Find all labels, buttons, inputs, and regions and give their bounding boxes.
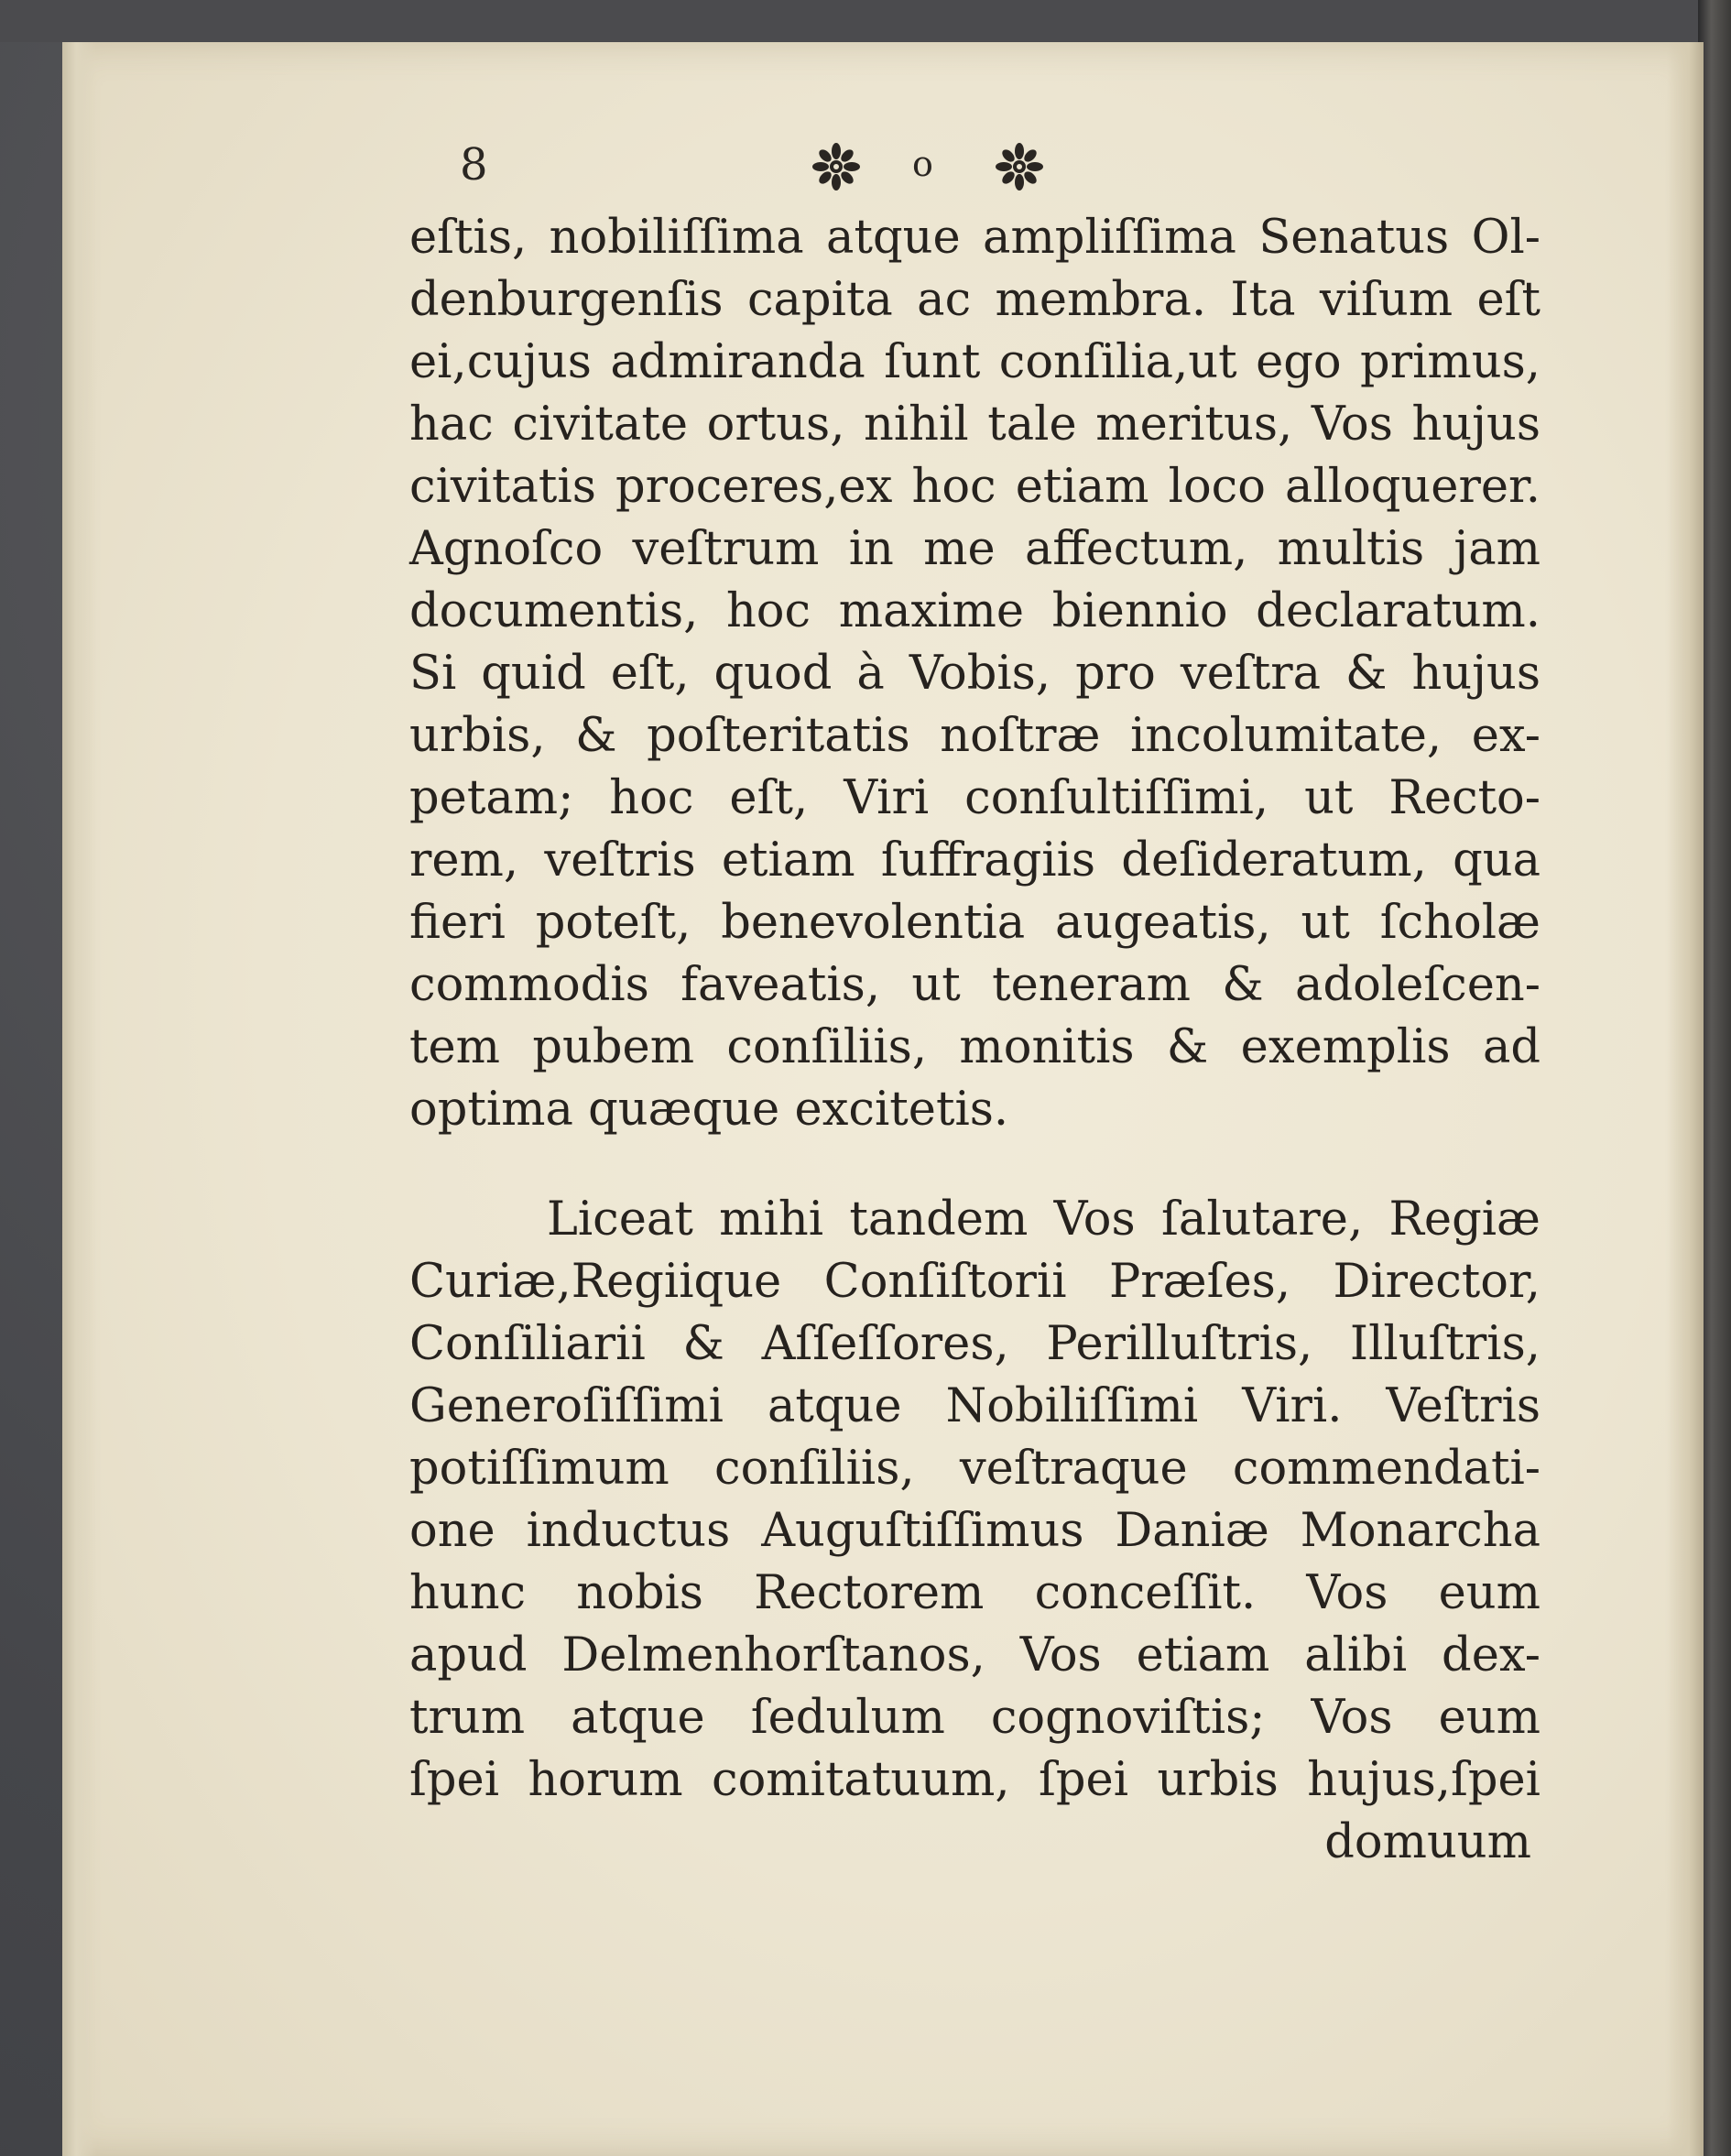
text-line: commodis faveatis, ut teneram & adoleſcen- (409, 958, 1540, 1012)
text-line: Generoſiſſimi atque Nobiliſſimi Viri. Veſtris (409, 1379, 1540, 1433)
top-edge (0, 0, 1731, 42)
text-line: eſtis, nobiliſſima atque ampliſſima Senatus Ol- (409, 211, 1540, 265)
paragraph-gap (409, 1141, 1540, 1189)
page-header (403, 137, 1154, 201)
text-line: trum atque ſedulum cognoviſtis; Vos eum (409, 1691, 1540, 1745)
text-line: optima quæque excitetis. (409, 1083, 1009, 1137)
page-left-edge (62, 42, 97, 2156)
text-line: Curiæ,Regiique Conſiſtorii Præſes, Director, (409, 1255, 1540, 1309)
text-line: apud Delmenhorſtanos, Vos etiam alibi dex- (409, 1628, 1540, 1682)
text-line: urbis, & poſteritatis noſtræ incolumitate, ex- (409, 709, 1540, 763)
text-line: tem pubem conſiliis, monitis & exemplis ad (409, 1020, 1540, 1074)
text-line: denburgenſis capita ac membra. Ita viſum eſt (409, 273, 1540, 327)
text-line: petam; hoc eſt, Viri conſultiſſimi, ut Recto- (409, 771, 1540, 825)
text-line: ſpei horum comitatuum, ſpei urbis hujus,ſpei (409, 1753, 1540, 1807)
text-line: potiſſimum conſiliis, veſtraque commendati- (409, 1442, 1540, 1496)
text-line: civitatis proceres,ex hoc etiam loco alloquerer. (409, 460, 1540, 514)
text-line: Si quid eſt, quod à Vobis, pro veſtra & hujus (409, 647, 1540, 701)
center-ornament: o (912, 144, 933, 184)
catchword: domuum (1324, 1815, 1531, 1869)
flower-ornament-icon (994, 141, 1045, 192)
page-gutter-shadow (1667, 42, 1704, 2156)
text-line: one inductus Auguſtiſſimus Daniæ Monarcha (409, 1504, 1540, 1558)
text-line: rem, veſtris etiam ſuffragiis deſideratum, qua (409, 833, 1540, 887)
text-line: ei,cujus admiranda ſunt conſilia,ut ego primus, (409, 335, 1540, 389)
text-line: documentis, hoc maxime biennio declaratum. (409, 584, 1540, 638)
text-line: hac civitate ortus, nihil tale meritus, Vos hujus (409, 397, 1540, 452)
flower-ornament-icon (811, 141, 862, 192)
text-line: Liceat mihi tandem Vos ſalutare, Regiæ (547, 1192, 1540, 1247)
page-number: 8 (460, 139, 488, 191)
body-text (409, 207, 1540, 1874)
text-line: Agnoſco veſtrum in me affectum, multis jam (409, 522, 1540, 576)
text-line: hunc nobis Rectorem conceſſit. Vos eum (409, 1566, 1540, 1620)
text-line: fieri poteſt, benevolentia augeatis, ut ſcholæ (409, 896, 1540, 950)
text-line: Conſiliarii & Aſſeſſores, Perilluſtris, Illuſtris, (409, 1317, 1540, 1371)
